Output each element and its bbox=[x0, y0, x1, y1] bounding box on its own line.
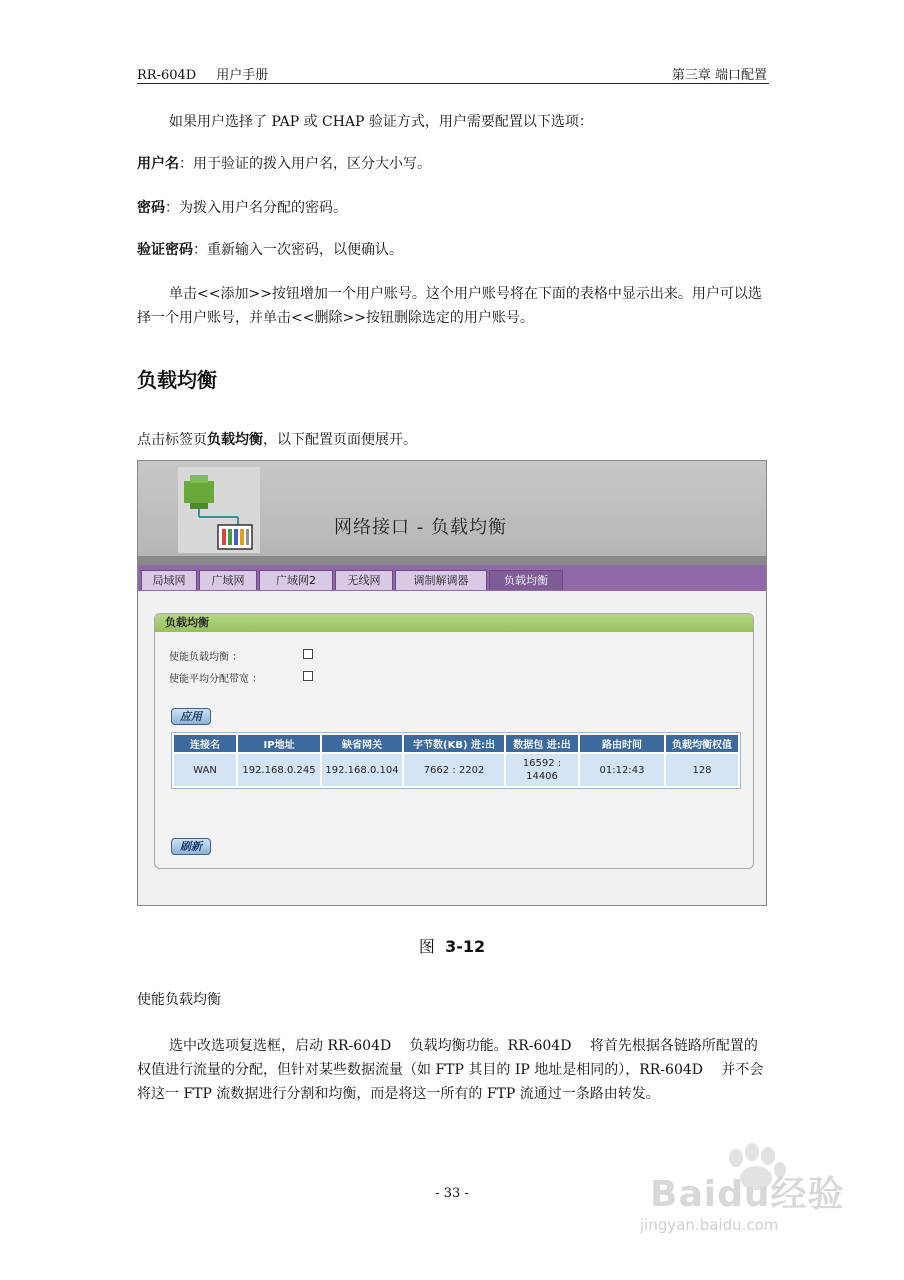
panel-title: 负载均衡 bbox=[155, 614, 754, 632]
field-term: 密码 bbox=[137, 200, 165, 216]
column-header: 负载均衡权值 bbox=[666, 735, 738, 752]
watermark-main: Baidu经验 bbox=[650, 1174, 845, 1215]
intro-paragraph: 如果用户选择了 PAP 或 CHAP 验证方式，用户需要配置以下选项： bbox=[169, 114, 593, 130]
click-pre: 点击标签页 bbox=[137, 432, 207, 448]
figure-caption bbox=[0, 934, 904, 957]
cell-route-time: 01:12:43 bbox=[580, 754, 664, 786]
page-number: - 33 - bbox=[435, 1186, 469, 1201]
cell-packets: 16592 : 14406 bbox=[506, 754, 578, 786]
tab-wan2[interactable]: 广域网2 bbox=[259, 570, 333, 590]
watermark-url: jingyan.baidu.com bbox=[640, 1216, 779, 1234]
click-term: 负载均衡 bbox=[207, 432, 263, 448]
option-bandwidth-label: 使能平均分配带宽 ： bbox=[169, 674, 263, 685]
table-header-row bbox=[174, 735, 738, 752]
enable-even-bandwidth-checkbox[interactable] bbox=[303, 671, 313, 681]
field-desc: ：重新输入一次密码，以便确认。 bbox=[193, 242, 403, 258]
screenshot-title: 网络接口 - 负载均衡 bbox=[334, 517, 507, 538]
table-row bbox=[174, 754, 738, 786]
body-paragraph: 选中改选项复选框，启动 RR-604D 负载均衡功能。RR-604D 将首先根据各链路所配置的权值进行流量的分配，但针对某些数据流量（如 FTP 其目的 IP 地址是相同的），RR-604D 并不会将这一 FTP 流数据进行分割和均衡，而是将这一所有的 FTP 流通过一条路由转发。 bbox=[137, 1038, 764, 1102]
tab-lan[interactable]: 局域网 bbox=[141, 570, 197, 590]
cell-ip: 192.168.0.245 bbox=[238, 754, 320, 786]
field-term: 用户名 bbox=[137, 156, 179, 172]
cell-gateway: 192.168.0.104 bbox=[322, 754, 402, 786]
tab-modem[interactable]: 调制解调器 bbox=[395, 570, 487, 590]
screenshot-header bbox=[138, 461, 767, 556]
cell-connection-name: WAN bbox=[174, 754, 236, 786]
header-rule bbox=[137, 83, 769, 84]
tab-bar bbox=[138, 565, 767, 591]
column-header: 数据包 进:出 bbox=[506, 735, 578, 752]
tab-wan[interactable]: 广域网 bbox=[199, 570, 257, 590]
field-term: 验证密码 bbox=[137, 242, 193, 258]
tab-load-balance[interactable]: 负载均衡 bbox=[489, 570, 563, 590]
option-enable-label: 使能负载均衡 ： bbox=[169, 652, 243, 663]
cell-bytes: 7662 : 2202 bbox=[404, 754, 504, 786]
load-balance-panel bbox=[154, 613, 754, 869]
screenshot-body bbox=[138, 591, 767, 906]
column-header: 连接名 bbox=[174, 735, 236, 752]
connection-status-table bbox=[171, 732, 741, 789]
column-header: 缺省网关 bbox=[322, 735, 402, 752]
column-header: IP地址 bbox=[238, 735, 320, 752]
header-divider bbox=[138, 556, 767, 565]
network-interface-icon bbox=[178, 467, 260, 553]
page-header-left bbox=[137, 64, 268, 83]
header-doc: 用户手册 bbox=[216, 68, 269, 83]
config-screenshot bbox=[137, 460, 767, 906]
column-header: 字节数(KB) 进:出 bbox=[404, 735, 504, 752]
field-verify-password bbox=[137, 238, 769, 262]
field-desc: ：用于验证的拨入用户名，区分大小写。 bbox=[179, 156, 431, 172]
click-post: ，以下配置页面便展开。 bbox=[263, 432, 417, 448]
field-username bbox=[137, 152, 769, 176]
tab-wireless[interactable]: 无线网 bbox=[335, 570, 393, 590]
sub-heading: 使能负载均衡 bbox=[137, 992, 221, 1008]
apply-button[interactable]: 应用 bbox=[171, 708, 211, 725]
field-desc: ：为拨入用户名分配的密码。 bbox=[165, 200, 347, 216]
add-account-paragraph: 单击<<添加>>按钮增加一个用户账号。这个用户账号将在下面的表格中显示出来。用户可以选择一个用户账号，并单击<<删除>>按钮删除选定的用户账号。 bbox=[137, 286, 762, 326]
header-model: RR-604D bbox=[137, 68, 197, 83]
cell-weight: 128 bbox=[666, 754, 738, 786]
refresh-button[interactable]: 刷新 bbox=[171, 838, 211, 855]
caption-prefix: 图 bbox=[418, 937, 435, 956]
field-password bbox=[137, 196, 769, 220]
header-chapter: 第三章 端口配置 bbox=[671, 68, 767, 83]
section-title: 负载均衡 bbox=[137, 368, 217, 392]
click-tab-paragraph bbox=[137, 428, 769, 452]
caption-number: 3-12 bbox=[445, 937, 486, 956]
enable-load-balance-checkbox[interactable] bbox=[303, 649, 313, 659]
column-header: 路由时间 bbox=[580, 735, 664, 752]
